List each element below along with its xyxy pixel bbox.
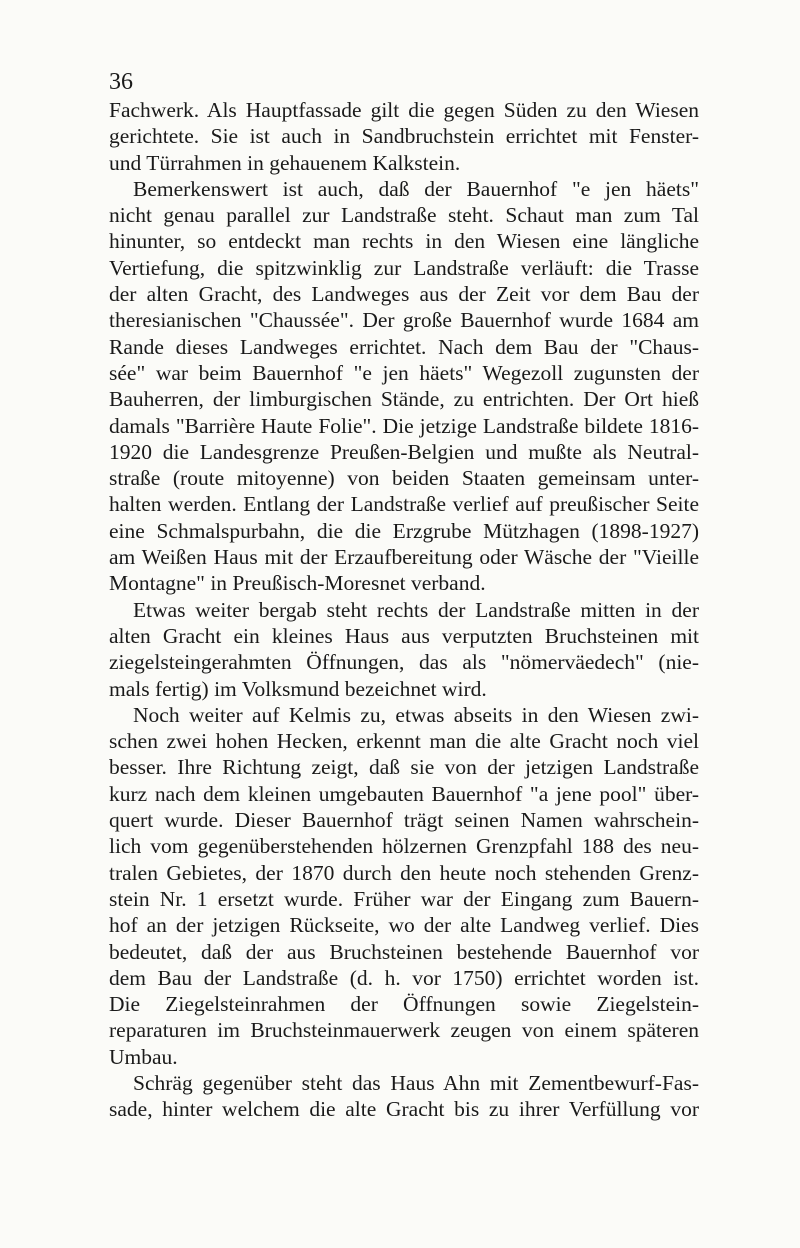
- text-line: tralen Gebietes, der 1870 durch den heute noch stehenden Grenz-: [109, 860, 699, 885]
- text-line: nicht genau parallel zur Landstraße steht. Schaut man zum Tal: [109, 203, 699, 228]
- text-line: sée" war beim Bauernhof "e jen häets" Wegezoll zugunsten der: [109, 360, 699, 385]
- text-line: ziegelsteingerahmten Öffnungen, das als "nömerväedech" (nie-: [109, 650, 699, 675]
- text-line: halten werden. Entlang der Landstraße verlief auf preußischer Seite: [109, 492, 699, 517]
- text-line: damals "Barrière Haute Folie". Die jetzige Landstraße bildete 1816-: [109, 413, 699, 438]
- text-line: Vertiefung, die spitzwinklig zur Landstraße verläuft: die Trasse: [109, 255, 699, 280]
- text-line: straße (route mitoyenne) von beiden Staaten gemeinsam unter-: [109, 466, 699, 491]
- text-line: eine Schmalspurbahn, die die Erzgrube Mützhagen (1898-1927): [109, 518, 699, 543]
- text-line: Etwas weiter bergab steht rechts der Landstraße mitten in der: [133, 597, 699, 622]
- text-line: Rande dieses Landweges errichtet. Nach dem Bau der "Chaus-: [109, 334, 699, 359]
- text-line: gerichtete. Sie ist auch in Sandbruchstein errichtet mit Fenster-: [109, 124, 699, 149]
- text-line: Noch weiter auf Kelmis zu, etwas abseits in den Wiesen zwi-: [133, 702, 699, 727]
- text-line: Bauherren, der limburgischen Stände, zu entrichten. Der Ort hieß: [109, 387, 699, 412]
- text-line: dem Bau der Landstraße (d. h. vor 1750) errichtet worden ist.: [109, 965, 699, 990]
- text-line: besser. Ihre Richtung zeigt, daß sie von der jetzigen Landstraße: [109, 755, 699, 780]
- text-line: lich vom gegenüberstehenden hölzernen Grenzpfahl 188 des neu-: [109, 834, 699, 859]
- text-line: bedeutet, daß der aus Bruchsteinen bestehende Bauernhof vor: [109, 939, 699, 964]
- text-line: quert wurde. Dieser Bauernhof trägt seinen Namen wahrschein-: [109, 808, 699, 833]
- text-line: hof an der jetzigen Rückseite, wo der alte Landweg verlief. Dies: [109, 913, 699, 938]
- text-line: stein Nr. 1 ersetzt wurde. Früher war der Eingang zum Bauern-: [109, 886, 699, 911]
- text-line: am Weißen Haus mit der Erzaufbereitung oder Wäsche der "Vieille: [109, 545, 699, 570]
- text-line: Montagne" in Preußisch-Moresnet verband.: [109, 571, 486, 596]
- text-line: Fachwerk. Als Hauptfassade gilt die gegen Süden zu den Wiesen: [109, 98, 699, 122]
- text-line: 1920 die Landesgrenze Preußen-Belgien und mußte als Neutral-: [109, 439, 699, 464]
- text-line: theresianischen "Chaussée". Der große Bauernhof wurde 1684 am: [109, 308, 699, 333]
- page-number: 36: [109, 69, 133, 95]
- text-line: alten Gracht ein kleines Haus aus verputzten Bruchsteinen mit: [109, 623, 699, 648]
- text-line: hinunter, so entdeckt man rechts in den Wiesen eine längliche: [109, 229, 699, 254]
- body-text: [109, 97, 699, 1123]
- text-line: sade, hinter welchem die alte Gracht bis zu ihrer Verfüllung vor: [109, 1097, 699, 1122]
- text-line: der alten Gracht, des Landweges aus der Zeit vor dem Bau der: [109, 282, 699, 307]
- text-line: mals fertig) im Volksmund bezeichnet wird.: [109, 676, 487, 701]
- text-line: Bemerkenswert ist auch, daß der Bauernhof "e jen häets": [133, 176, 699, 201]
- text-line: kurz nach dem kleinen umgebauten Bauernhof "a jene pool" über-: [109, 781, 699, 806]
- text-line: Schräg gegenüber steht das Haus Ahn mit Zementbewurf-Fas-: [133, 1070, 699, 1095]
- text-line: Die Ziegelsteinrahmen der Öffnungen sowie Ziegelstein-: [109, 992, 699, 1017]
- text-line: und Türrahmen in gehauenem Kalkstein.: [109, 150, 461, 175]
- text-line: Umbau.: [109, 1044, 178, 1069]
- text-line: reparaturen im Bruchsteinmauerwerk zeugen von einem späteren: [109, 1018, 699, 1043]
- text-line: schen zwei hohen Hecken, erkennt man die alte Gracht noch viel: [109, 729, 699, 754]
